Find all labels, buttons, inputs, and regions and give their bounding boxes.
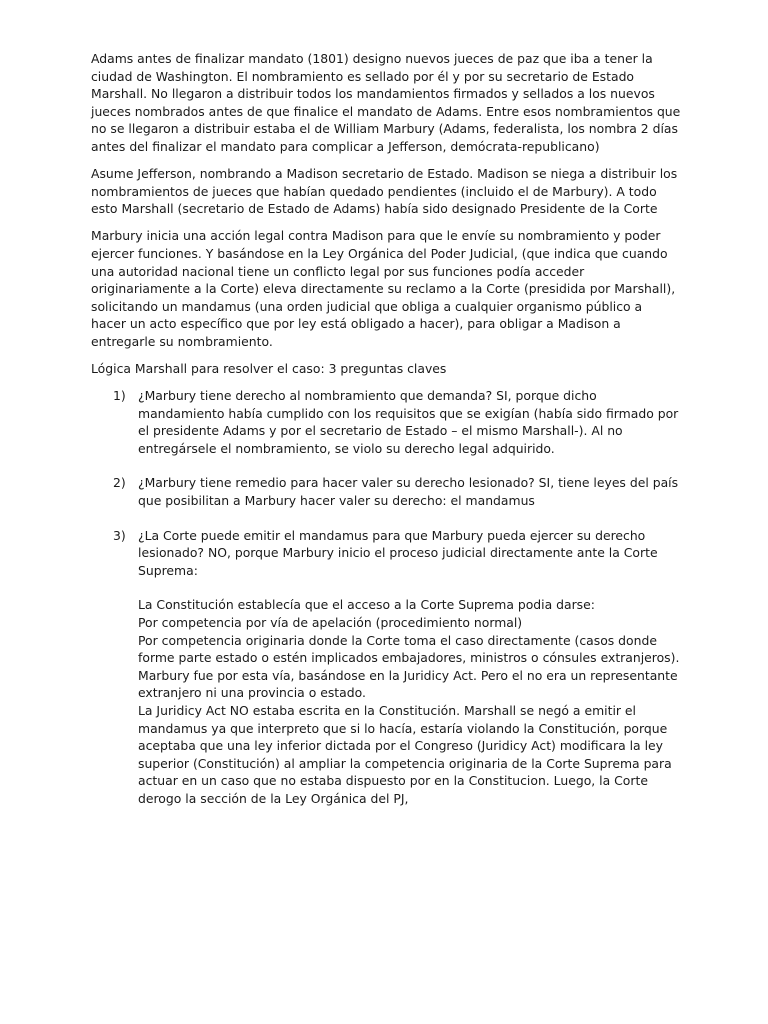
- detail-line: Por competencia originaria donde la Corte toma el caso directamente (casos donde forme parte estado o estén implicados embajadores, ministros o cónsules extranjeros). Marbury fue por esta vía, basándose en la Juridicy Act. Pero el no era un representante extranjero ni una provincia o estado.: [138, 632, 680, 701]
- list-item: [91, 387, 681, 457]
- list-number: 2): [113, 475, 126, 491]
- detail-line: La Constitución establecía que el acceso a la Corte Suprema podia darse:: [138, 597, 595, 613]
- detail-line: La Juridicy Act NO estaba escrita en la Constitución. Marshall se negó a emitir el mandamus ya que interpreto que si lo hacía, estaría violando la Constitución, porque aceptaba que una ley inferior dictada por el Congreso (Juridicy Act) modificara la ley superior (Constitución) al ampliar la competencia originaria de la Corte Suprema para actuar en un caso que no estaba dispuesto por en la Constitucion. Luego, la Corte derogo la sección de la Ley Orgánica del PJ,: [138, 703, 672, 806]
- list-item: [91, 527, 681, 808]
- paragraph-marshall-logic: Lógica Marshall para resolver el caso: 3 preguntas claves: [91, 361, 447, 376]
- list-number: 3): [113, 527, 126, 543]
- constitution-detail-block: [138, 596, 681, 807]
- list-item: [91, 474, 681, 509]
- list-item-body: [138, 527, 681, 808]
- document-page: [91, 50, 681, 808]
- list-item-text: ¿La Corte puede emitir el mandamus para que Marbury pueda ejercer su derecho lesionado? NO, porque Marbury inicio el proceso judicial directamente ante la Corte Suprema:: [138, 527, 658, 578]
- paragraph-marbury-action: Marbury inicia una acción legal contra Madison para que le envíe su nombramiento y poder ejercer funciones. Y basándose en la Ley Orgánica del Poder Judicial, (que indica que cuando una autoridad nacional tiene un conflicto legal por sus funciones podía acceder originariamente a la Corte) eleva directamente su reclamo a la Corte (presidida por Marshall), solicitando un mandamus (una orden judicial que obliga a cualquier organismo público a hacer un acto específico que por ley está obligado a hacer), para obligar a Madison a entregarle su nombramiento.: [91, 228, 676, 349]
- detail-line: Por competencia por vía de apelación (procedimiento normal): [138, 615, 523, 631]
- list-item-text: ¿Marbury tiene derecho al nombramiento que demanda? SI, porque dicho mandamiento había cumplido con los requisitos que se exigían (había sido firmado por el presidente Adams y por el secretario de Estado – el mismo Marshall-). Al no entregársele el nombramiento, se violo su derecho legal adquirido.: [138, 388, 679, 456]
- paragraph-jefferson-madison: Asume Jefferson, nombrando a Madison secretario de Estado. Madison se niega a distribuir los nombramientos de jueces que habían quedado pendientes (incluido el de Marbury). A todo esto Marshall (secretario de Estado de Adams) había sido designado Presidente de la Corte: [91, 166, 678, 217]
- paragraph-adams-appointments: Adams antes de finalizar mandato (1801) designo nuevos jueces de paz que iba a tener la ciudad de Washington. El nombramiento es sellado por él y por su secretario de Estado Marshall. No llegaron a distribuir todos los mandamientos firmados y sellados a los nuevos jueces nombrados antes de que finalice el mandato de Adams. Entre esos nombramientos que no se llegaron a distribuir estaba el de William Marbury (Adams, federalista, los nombra 2 días antes del finalizar el mandato para complicar a Jefferson, demócrata-republicano): [91, 51, 681, 154]
- key-questions-list: [91, 387, 681, 807]
- list-item-text: ¿Marbury tiene remedio para hacer valer su derecho lesionado? SI, tiene leyes del país que posibilitan a Marbury hacer valer su derecho: el mandamus: [138, 475, 679, 509]
- list-number: 1): [113, 388, 126, 404]
